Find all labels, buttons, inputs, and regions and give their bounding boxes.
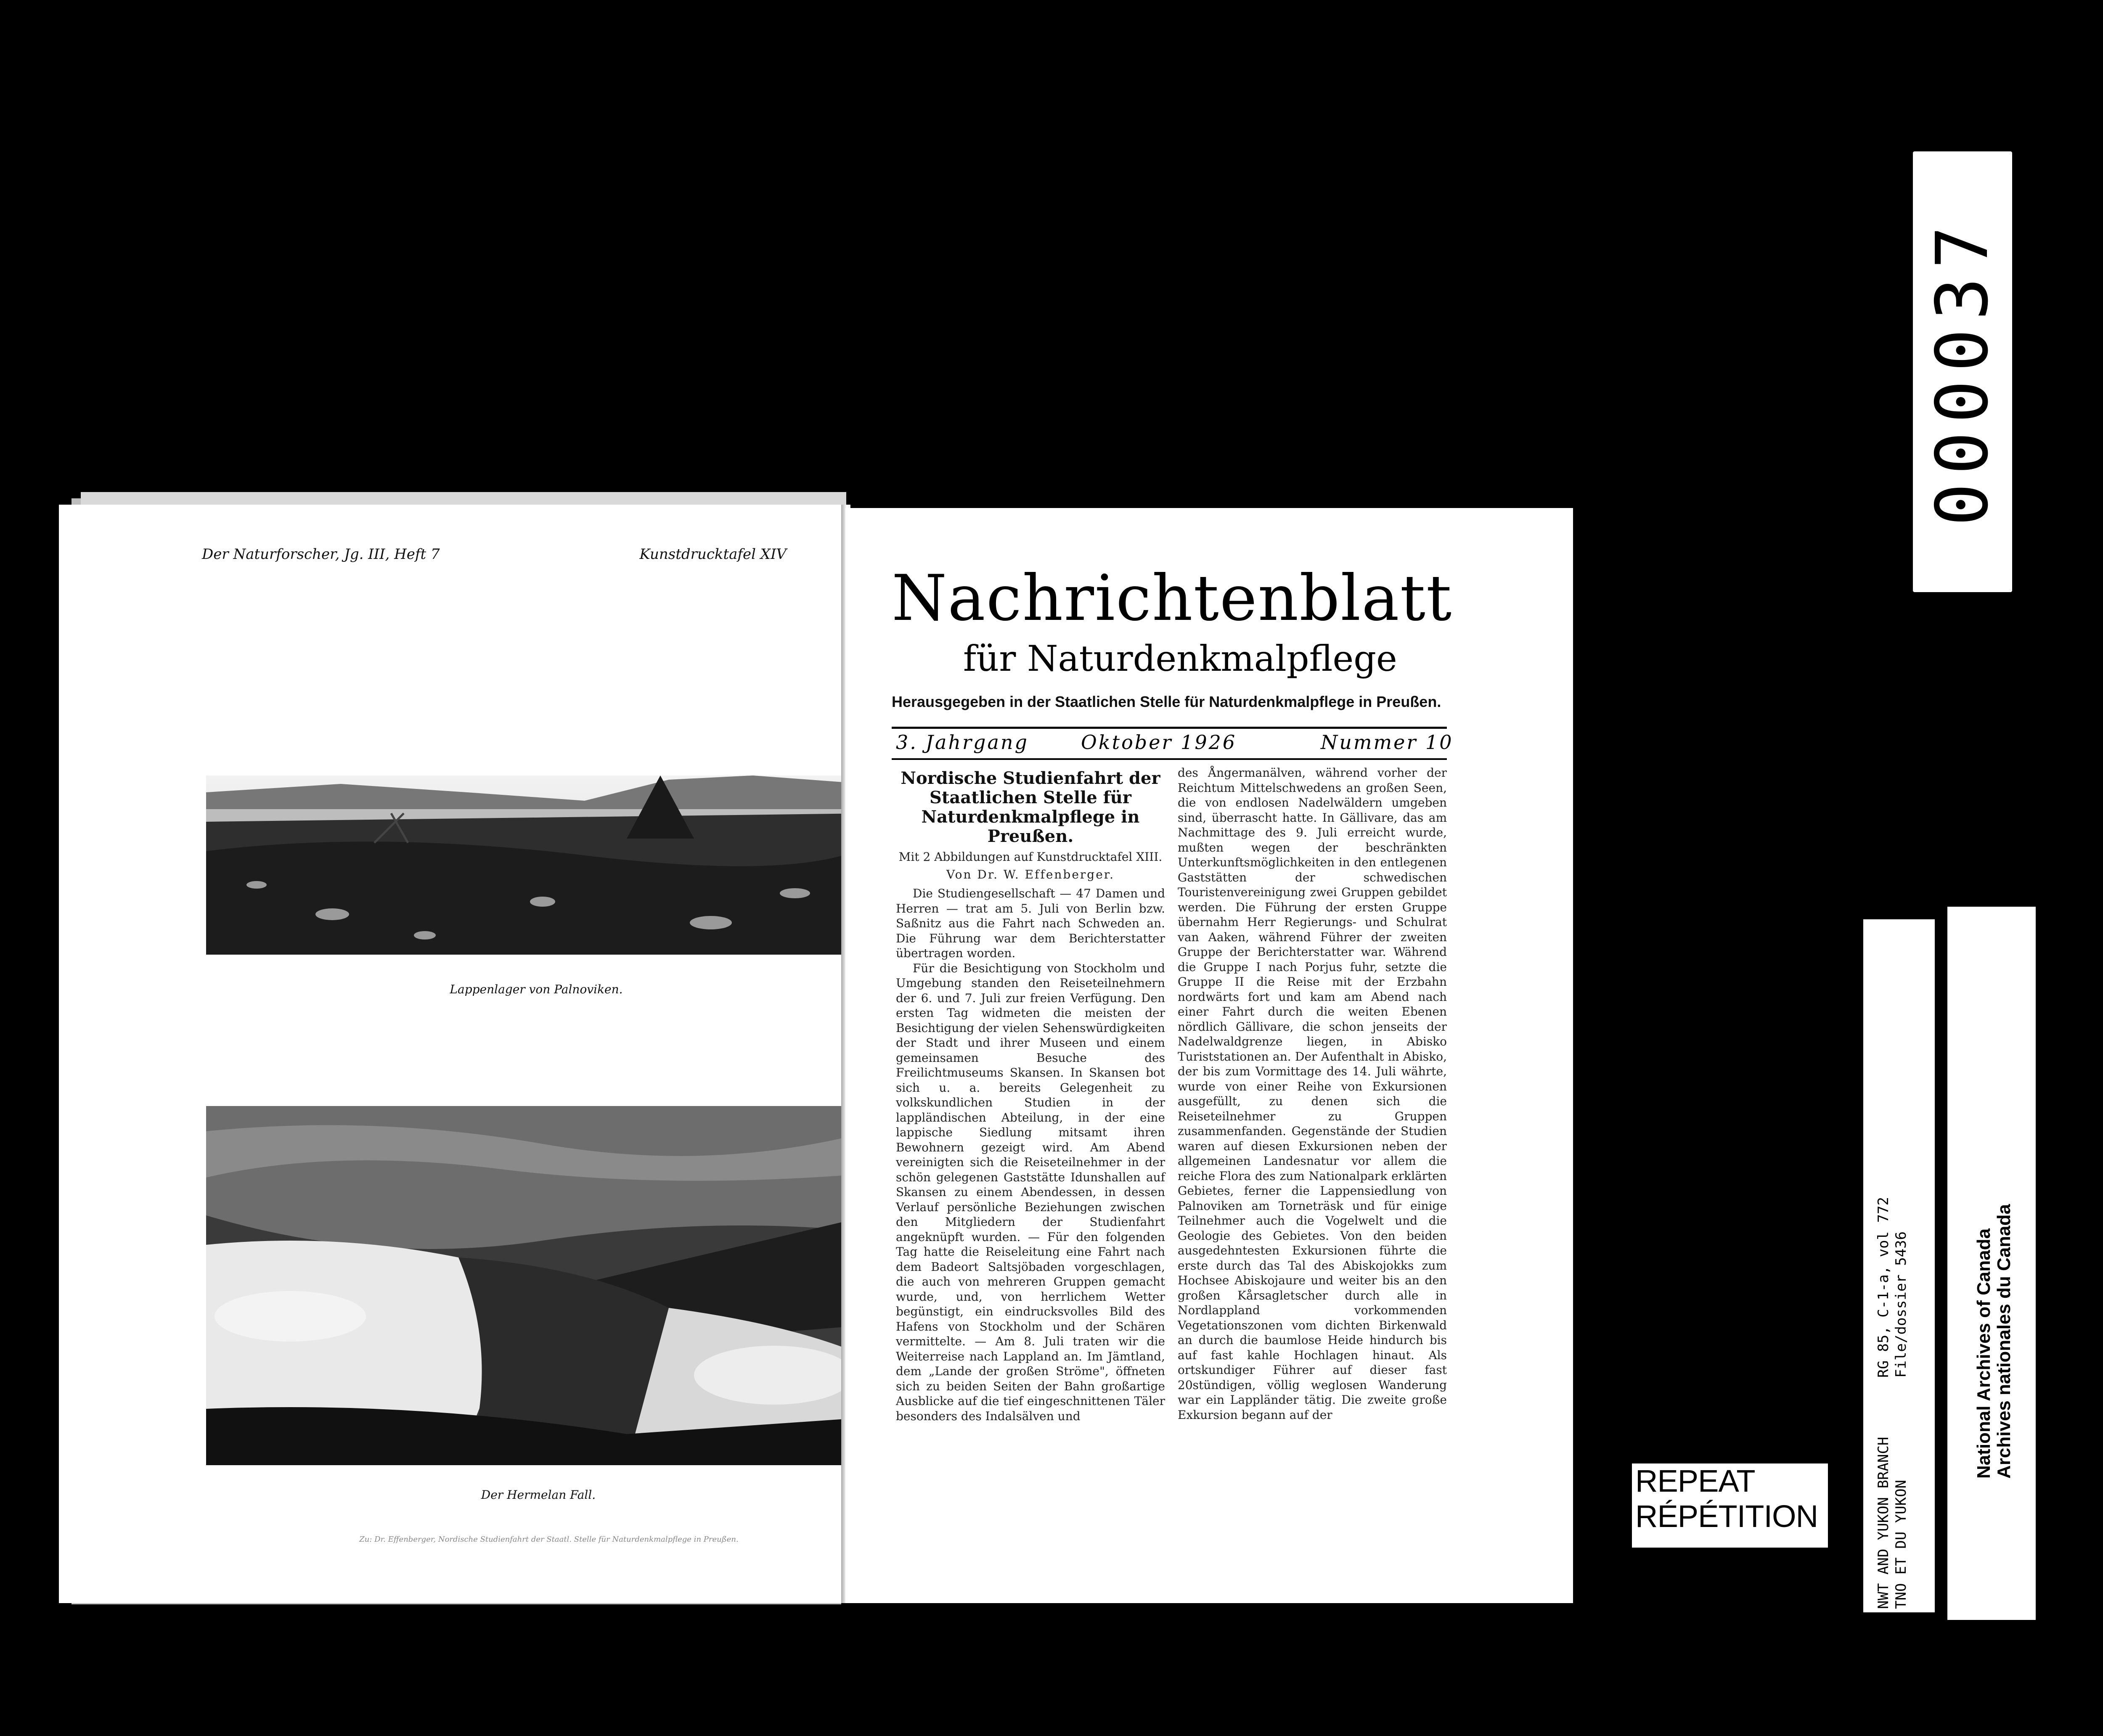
masthead-title: Nachrichtenblatt (892, 562, 1453, 635)
masthead-subtitle: für Naturdenkmalpflege (963, 638, 1397, 679)
frame-number: 000037 (1921, 217, 2004, 527)
issue-number: Nummer 10 (1321, 731, 1454, 754)
institution-strip (1947, 907, 2036, 1620)
repeat-label (1632, 1463, 1828, 1548)
article-paragraph: Die Studiengesellschaft — 47 Damen und Herren — trat am 5. Juli von Berlin bzw. Saßnitz aus die Fahrt nach Schweden an. Die Führung war dem Berichterstatter übertragen worden. (896, 887, 1165, 960)
repeat-en: REPEAT (1635, 1463, 1755, 1498)
repeat-fr: RÉPÉTITION (1635, 1499, 1818, 1534)
masthead-rule-bottom (892, 758, 1447, 760)
running-head-left: Der Naturforscher, Jg. III, Heft 7 (202, 546, 440, 563)
credit-line: Zu: Dr. Effenberger, Nordische Studienfahrt der Staatl. Stelle für Naturdenkmalpflege in Preußen. (359, 1535, 739, 1544)
institution-fr: Archives nationales du Canada (1994, 1204, 2014, 1479)
branch-line2: TNO ET DU YUKON (1893, 1479, 1910, 1609)
reference-line2: File/dossier 5436 (1893, 1231, 1910, 1378)
reference-line1: RG 85, C-1-a, vol 772 (1875, 1197, 1892, 1378)
masthead-publisher: Herausgegeben in der Staatlichen Stelle für Naturdenkmalpflege in Preußen. (892, 693, 1441, 710)
running-head-right: Kunstdrucktafel XIV (639, 546, 787, 563)
branch-line1: NWT AND YUKON BRANCH (1875, 1437, 1892, 1609)
article-column-left (896, 769, 1165, 1424)
issue-date: Oktober 1926 (1081, 731, 1237, 754)
article-column-right (1178, 765, 1447, 1422)
article-paragraph: des Ångermanälven, während vorher der Reichtum Mittelschwedens an großen Seen, die von endlosen Nadelwäldern umgeben sind, überrascht hatte. In Gällivare, das am Nachmittage des 9. Juli erreicht wurde, mußten wegen der beschränkten Unterkunftsmöglichkeiten in den entlegenen Gaststätten der schwedischen Touristenvereinigung zwei Gruppen gebildet werden. Die Führung der ersten Gruppe übernahm Herr Regierungs- und Schulrat van Aaken, während Führer der zweiten Gruppe der Berichterstatter war. Während die Gruppe I nach Porjus fuhr, setzte die Gruppe II die Reise mit der Erzbahn nordwärts fort und kam am Abend nach einer Fahrt durch die weiten Ebenen nördlich Gällivare, die schon jenseits der Nadelwaldgrenze liegen, in Abisko Turiststationen an. Der Aufenthalt in Abisko, der bis zum Vormittage des 14. Juli währte, wurde von einer Reihe von Exkursionen ausgefüllt, zu denen sich die Reiseteilnehmer zu Gruppen zusammenfanden. Gegenstände der Studien waren auf diesen Exkursionen neben der allgemeinen Landesnatur vor allem die reiche Flora des zum Nationalpark erklärten Gebietes, ferner die Lappensiedlung von Palnoviken am Torneträsk und für einige Teilnehmer auch die Vogelwelt und die Geologie des Gebietes. Von den beiden ausgedehntesten Exkursionen führte die erste durch das Tal des Abiskojokks zum Hochsee Abiskojaure und weiter bis an den großen Kårsagletscher durch alle in Nordlappland vorkommenden Vegetationszonen vom dichten Birkenwald an durch die baumlose Heide hindurch bis auf fast kahle Hochlagen hinaut. Als ortskundiger Führer auf dieser fast 20stündigen, völlig weglosen Wanderung war ein Lappländer tätig. Die zweite große Exkursion begann auf der (1178, 766, 1447, 1422)
article-title: Nordische Studienfahrt der Staatlichen Stelle für Naturdenkmalpflege in Preußen. (901, 768, 1160, 846)
issue-volume: 3. Jahrgang (896, 731, 1029, 754)
reference-strip (1863, 919, 1935, 1612)
photo2-caption: Der Hermelan Fall. (481, 1488, 596, 1502)
right-page (845, 508, 1573, 1603)
frame-number-label (1913, 151, 2012, 592)
article-note: Mit 2 Abbildungen auf Kunstdrucktafel XIII. (898, 850, 1163, 864)
article-paragraph: Für die Besichtigung von Stockholm und Umgebung standen den Reiseteilnehmern der 6. und 7. Juli zur freien Verfügung. Den ersten Tag widmeten die meisten der Besichtigung der vielen Sehenswürdigkeiten der Stadt und ihrer Museen und einem gemeinsamen Besuche des Freilichtmuseums Skansen. In Skansen bot sich u. a. bereits Gelegenheit zu volkskundlichen Studien in der lappländischen Abteilung, in der eine lappische Siedlung mitsamt ihren Bewohnern gezeigt wird. Am Abend vereinigten sich die Reiseteilnehmer in der schön gelegenen Gaststätte Idunshallen auf Skansen zu einem Abendessen, in dessen Verlauf persönliche Beziehungen zwischen den Mitgliedern der Studienfahrt angeknüpft wurden. — Für den folgenden Tag hatte die Reiseleitung eine Fahrt nach dem Badeort Saltsjöbaden vorgeschlagen, die auch von mehreren Gruppen gemacht wurde, und, von herrlichem Wetter begünstigt, ein eindrucksvolles Bild des Hafens von Stockholm und der Schären vermittelte. — Am 8. Juli traten wir die Weiterreise nach Lappland an. Im Jämtland, dem „Lande der großen Ströme", öffneten sich zu beiden Seiten der Bahn großartige Ausblicke auf die tief eingeschnittenen Täler besonders des Indalsälven und (896, 961, 1165, 1423)
masthead-rule-top (892, 727, 1447, 729)
left-page (59, 505, 845, 1603)
article-author: Von Dr. W. Effenberger. (946, 867, 1115, 881)
photo-lapp-camp (206, 775, 866, 955)
photo1-caption: Lappenlager von Palnoviken. (450, 982, 623, 996)
institution-en: National Archives of Canada (1973, 1228, 1994, 1479)
photo-waterfall (206, 1106, 871, 1465)
